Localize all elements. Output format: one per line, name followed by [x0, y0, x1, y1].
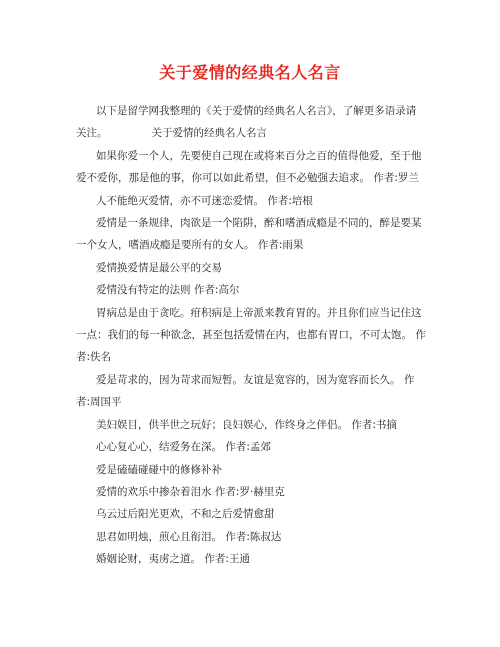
quote-paragraph: 爱情换爱情是最公平的交易 — [96, 261, 222, 274]
intro-paragraph — [76, 100, 426, 145]
quote-paragraph: 爱是苛求的，因为苛求而短暂。友谊是宽容的，因为宽容而长久。 作者:周国平 — [76, 373, 415, 409]
quote-paragraph: 思君如明烛，煎心且衔泪。 作者:陈叔达 — [96, 530, 282, 543]
quote-paragraph: 婚姻论财，夷虏之道。 作者:王通 — [96, 553, 250, 566]
quote-paragraph: 心心复心心，结爱务在深。 作者:孟郊 — [96, 441, 271, 454]
quote-paragraph: 人不能绝灭爱情，亦不可迷恋爱情。 作者:培根 — [96, 194, 313, 207]
quote-paragraph: 爱情是一条规律，肉欲是一个陷阱，醉和嗜酒成瘾是不同的，醉是要某一个女人，嗜酒成瘾是要所有的女人。 作者:雨果 — [76, 217, 422, 252]
intro-text: 以下是留学网我整理的《关于爱情的经典名人名言》，了解更多语录请关注。 — [76, 105, 417, 140]
document-title: 关于爱情的经典名人名言 — [159, 63, 341, 82]
quote-paragraph: 爱情的欢乐中掺杂着泪水 作者:罗·赫里克 — [96, 485, 285, 498]
quote-paragraph: 乌云过后阳光更欢，不和之后爱情愈甜 — [96, 508, 275, 521]
quote-paragraph: 爱是磕磕碰碰中的修修补补 — [96, 463, 222, 476]
quote-paragraph: 胃病总是由于贪吃。疳积病是上帝派来教育胃的。并且你们应当记住这一点：我们的每一种欲念，甚至包括爱情在内，也都有胃口，不可太饱。 作者:佚名 — [76, 306, 426, 364]
quote-paragraph: 爱情没有特定的法则 作者:高尔 — [96, 284, 240, 297]
quote-paragraph: 如果你爱一个人，先要使自己现在或将来百分之百的值得他爱，至于他爱不爱你，那是他的事，你可以如此希望，但不必勉强去追求。 作者:罗兰 — [76, 149, 422, 185]
document-body — [76, 100, 426, 571]
quote-paragraph: 美妇娱目，供半世之玩好；良妇娱心，作终身之伴侣。 作者:书摘 — [96, 418, 397, 431]
subtitle-text: 关于爱情的经典名人名言 — [151, 127, 267, 140]
